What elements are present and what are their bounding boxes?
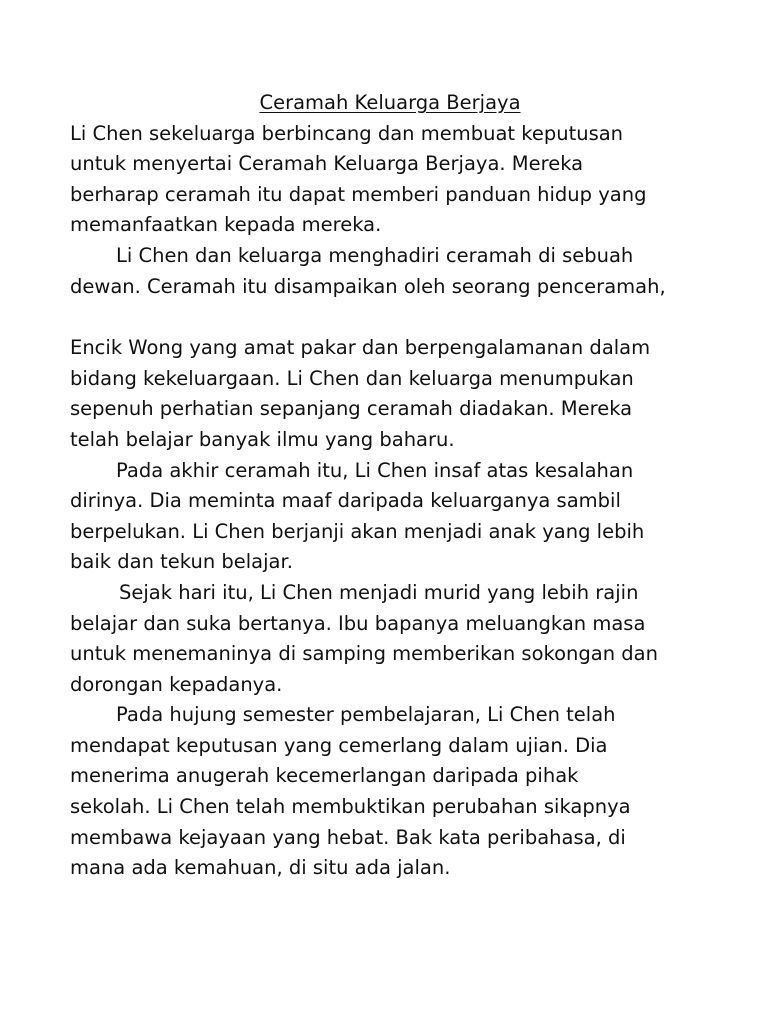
essay-body: [70, 88, 710, 884]
text-line: Pada hujung semester pembelajaran, Li Chen telah: [116, 703, 616, 727]
text-line: berharap ceramah itu dapat memberi panduan hidup yang: [70, 182, 647, 206]
blank-line: [70, 302, 710, 333]
text-line: mana ada kemahuan, di situ ada jalan.: [70, 856, 451, 880]
text-line: Li Chen sekeluarga berbincang dan membuat keputusan: [70, 121, 624, 145]
text-line: menerima anugerah kecemerlangan daripada pihak: [70, 764, 579, 788]
text-line: Li Chen dan keluarga menghadiri ceramah di sebuah: [116, 243, 634, 267]
text-line: untuk menyertai Ceramah Keluarga Berjaya. Mereka: [70, 152, 584, 176]
text-line: baik dan tekun belajar.: [70, 550, 293, 574]
essay-title: Ceramah Keluarga Berjaya: [259, 91, 521, 114]
text-line: sekolah. Li Chen telah membuktikan perubahan sikapnya: [70, 795, 631, 819]
text-line: telah belajar banyak ilmu yang baharu.: [70, 427, 455, 451]
text-line: berpelukan. Li Chen berjanji akan menjadi anak yang lebih: [70, 519, 645, 543]
text-line: bidang kekeluargaan. Li Chen dan keluarga menumpukan: [70, 366, 634, 390]
text-line: sepenuh perhatian sepanjang ceramah diadakan. Mereka: [70, 397, 633, 421]
text-line: Encik Wong yang amat pakar dan berpengalamanan dalam: [70, 336, 651, 360]
text-line: dewan. Ceramah itu disampaikan oleh seorang penceramah,: [70, 274, 666, 298]
text-line: belajar dan suka bertanya. Ibu bapanya meluangkan masa: [70, 611, 646, 635]
text-line: untuk menemaninya di samping memberikan sokongan dan: [70, 642, 658, 666]
text-line: mendapat keputusan yang cemerlang dalam ujian. Dia: [70, 733, 608, 757]
text-line: Pada akhir ceramah itu, Li Chen insaf atas kesalahan: [116, 458, 634, 482]
text-line: membawa kejayaan yang hebat. Bak kata peribahasa, di: [70, 825, 626, 849]
text-line: dorongan kepadanya.: [70, 672, 283, 696]
text-line: memanfaatkan kepada mereka.: [70, 213, 382, 237]
text-line: Sejak hari itu, Li Chen menjadi murid yang lebih rajin: [119, 580, 639, 604]
text-line: dirinya. Dia meminta maaf daripada keluarganya sambil: [70, 489, 621, 513]
